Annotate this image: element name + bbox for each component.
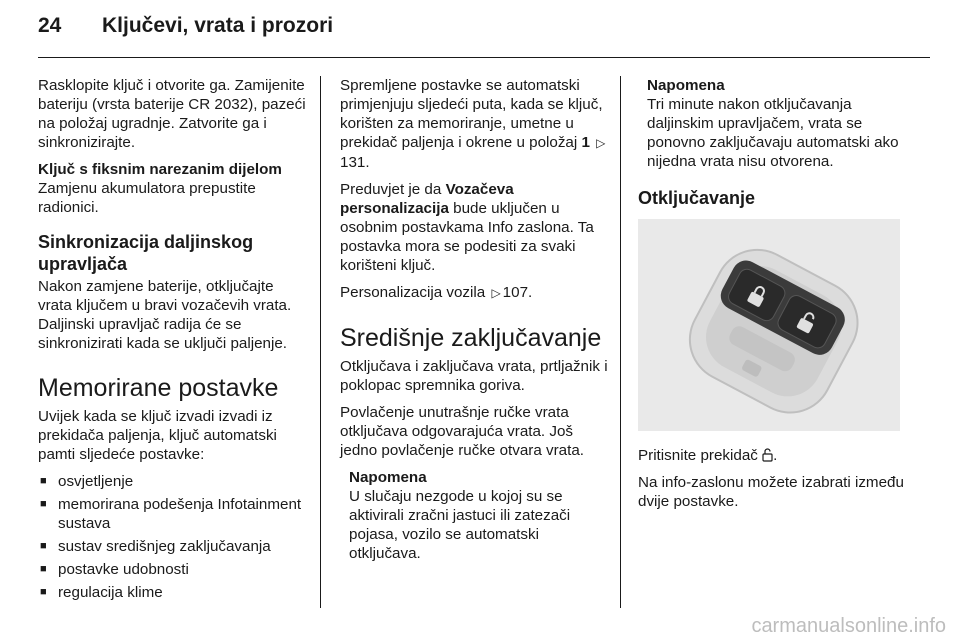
- paragraph: Personalizacija vozila ▷ 107.: [340, 284, 533, 301]
- paragraph: Uvijek kada se ključ izvadi izvadi iz prekidača paljenja, ključ automatski pamti sljedeće postavke:: [38, 408, 277, 463]
- column-2: [340, 76, 612, 563]
- paragraph: Spremljene postavke se automatski primjenjuju sljedeći puta, kada se ključ, korišten za memoriranje, umetne u prekidač paljenja i okrene u položaj 1 ▷131.: [340, 77, 606, 171]
- unlock-icon: [762, 448, 773, 462]
- column-divider: [320, 76, 321, 608]
- note-label: Napomena: [349, 469, 427, 486]
- list-item: ■ sustav središnjeg zaključavanja: [38, 537, 308, 556]
- paragraph: Nakon zamjene baterije, otključajte vrata ključem u bravi vozačevih vrata. Daljinski upravljač radija će se sinkronizirati kada se uključi paljenje.: [38, 278, 292, 352]
- paragraph: Povlačenje unutrašnje ručke vrata otključava odgovarajuća vrata. Još jedno povlačenje ručke otvara vrata.: [340, 404, 584, 459]
- paragraph: Zamjenu akumulatora prepustite radionici.: [38, 180, 256, 216]
- note-box: [340, 468, 612, 563]
- page-reference: 107.: [502, 284, 533, 301]
- list-item: ■ regulacija klime: [38, 583, 308, 602]
- list-item: ■ memorirana podešenja Infotainment sustava: [38, 495, 308, 533]
- list-item: ■ postavke udobnosti: [38, 560, 308, 579]
- note-text: Tri minute nakon otključavanja daljinskim upravljačem, vrata se ponovno zaključavaju automatski ako nijedna vrata nisu otvorena.: [647, 96, 899, 170]
- paragraph: Pritisnite prekidač .: [638, 447, 778, 464]
- key-remote-image: [638, 219, 900, 431]
- section-title: Memorirane postavke: [38, 374, 279, 402]
- arrow-right-outline-icon: ▷: [491, 286, 501, 300]
- column-3: [638, 76, 906, 519]
- paragraph: Na info-zaslonu možete izabrati između dvije postavke.: [638, 474, 904, 510]
- subheading: Ključ s fiksnim narezanim dijelom: [38, 161, 282, 178]
- page-reference: 131.: [340, 154, 370, 171]
- header-rule: [38, 57, 930, 58]
- arrow-right-outline-icon: ▷: [596, 136, 606, 150]
- note-label: Napomena: [647, 77, 725, 94]
- page-number: 24: [38, 14, 62, 37]
- paragraph: Preduvjet je da Vozačeva personalizacija bude uključen u osobnim postavkama Info zaslona. Ta postavka mora se podesiti za svaki korišteni ključ.: [340, 181, 594, 274]
- list-item: ■ osvjetljenje: [38, 472, 308, 491]
- watermark: carmanualsonline.info: [751, 615, 946, 637]
- section-title: Središnje zaključavanje: [340, 324, 602, 352]
- paragraph: Otključava i zaključava vrata, prtljažnik i poklopac spremnika goriva.: [340, 358, 608, 394]
- settings-list: [38, 472, 308, 602]
- section-heading: Otključavanje: [638, 188, 756, 208]
- section-heading: Sinkronizacija daljinskog upravljača: [38, 232, 254, 274]
- note-box: [638, 76, 906, 171]
- note-text: U slučaju nezgode u kojoj su se aktivirali zračni jastuci ili zatezači pojasa, vozilo se automatski otključava.: [349, 488, 571, 562]
- column-divider: [620, 76, 621, 608]
- page-title: Ključevi, vrata i prozori: [102, 14, 334, 37]
- page-header: [38, 14, 333, 50]
- paragraph: Rasklopite ključ i otvorite ga. Zamijenite bateriju (vrsta baterije CR 2032), pazeći na položaj ugradnje. Zatvorite ga i sinkronizirajte.: [38, 77, 306, 151]
- column-1: [38, 76, 308, 606]
